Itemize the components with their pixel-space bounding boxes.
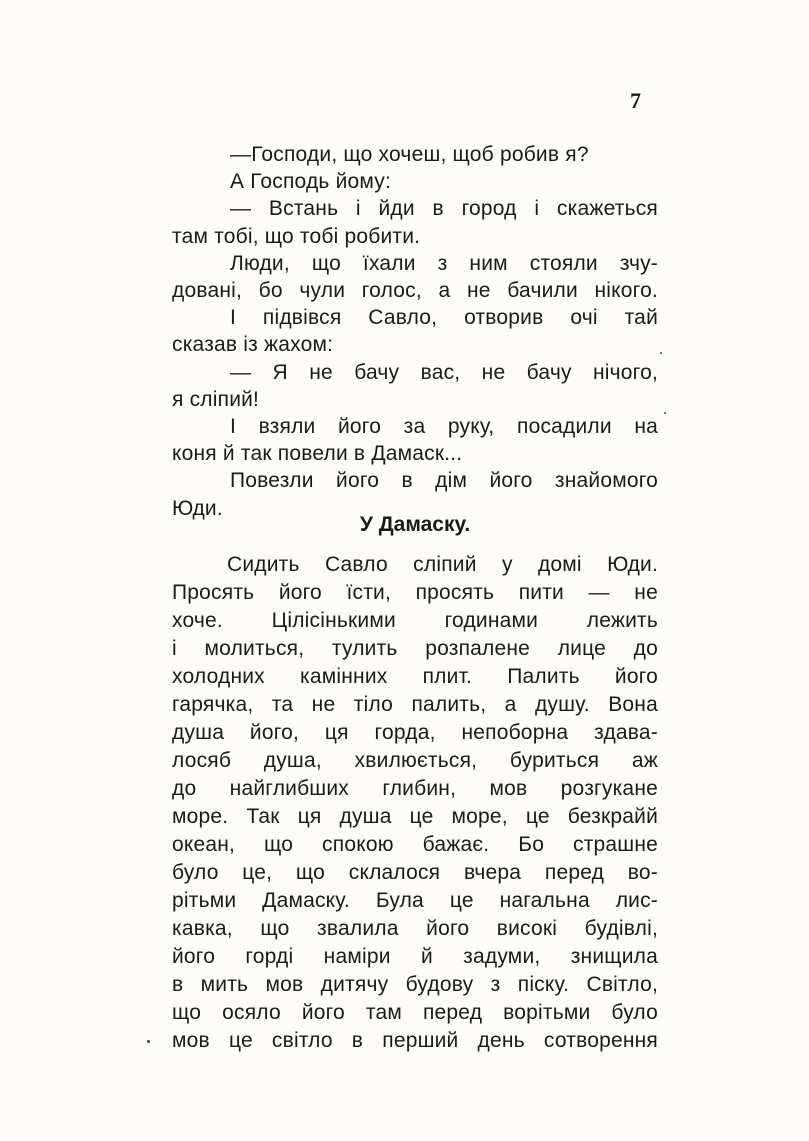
text-line <box>172 250 658 277</box>
text-line-content: — Встань і йди в город і скажеться <box>230 197 658 221</box>
text-line-content: океан, що спокою бажає. Бо страшне <box>172 833 658 856</box>
text-line-content: холодних камінних плит. Палить його <box>172 665 658 688</box>
text-line-content: я сліпий! <box>172 387 260 411</box>
text-line <box>172 579 658 607</box>
text-line <box>172 915 658 943</box>
text-line <box>172 331 658 358</box>
text-line-content: хоче. Цілісінькими годинами лежить <box>172 609 658 632</box>
text-line-content: —Господи, що хочеш, щоб робив я? <box>230 143 589 166</box>
text-line-content: І взяли його за руку, посадили на <box>230 415 658 439</box>
text-line-content: Сидить Савло сліпий у домі Юди. <box>227 553 658 576</box>
text-line-content: довані, бо чули голос, а не бачили нікого. <box>172 279 658 303</box>
text-line <box>172 943 658 971</box>
text-line <box>172 971 658 999</box>
text-line-content: його горді наміри й задуми, знищила <box>172 945 658 968</box>
text-line-content: лосяб душа, хвилюється, буриться аж <box>172 749 658 772</box>
text-line <box>172 803 658 831</box>
text-line <box>172 386 658 413</box>
text-line-content: кавка, що звалила його високі будівлі, <box>172 917 658 940</box>
text-block-top <box>172 141 658 522</box>
section-heading: У Дамаску. <box>359 513 471 536</box>
text-line <box>172 663 658 691</box>
text-line <box>172 831 658 859</box>
text-line <box>172 440 658 467</box>
text-line-content: Повезли його в дім його знайомого <box>230 469 658 493</box>
text-line-content: душа його, ця горда, непоборна здава- <box>172 721 658 744</box>
text-line-content: що осяло його там перед ворітьми було <box>172 1001 658 1024</box>
text-line-content: мов це світло в перший день сотворення <box>172 1029 658 1052</box>
text-line-content: Просять його їсти, просять пити — не <box>172 581 658 604</box>
text-line-content: А Господь йому: <box>230 170 392 194</box>
text-line <box>172 223 658 250</box>
page-number: 7 <box>630 88 641 113</box>
text-line <box>172 359 658 386</box>
text-line-content: — Я не бачу вас, не бачу нічого, <box>230 360 658 384</box>
text-line <box>172 747 658 775</box>
text-line <box>172 413 658 440</box>
text-line <box>172 999 658 1027</box>
text-line-content: було це, що склалося вчера перед во- <box>172 861 658 884</box>
text-line-content: рітьми Дамаску. Була це нагальна лис- <box>172 889 658 912</box>
text-block-body <box>172 551 658 1055</box>
scan-speck <box>664 412 666 414</box>
text-line-content: в мить мов дитячу будову з піску. Світло, <box>172 973 658 996</box>
text-line-content: Люди, що їхали з ним стояли зчу- <box>230 251 658 275</box>
text-line-content: до найглибших глибин, мов розгукане <box>172 777 658 800</box>
scan-speck <box>660 352 662 354</box>
text-line <box>172 775 658 803</box>
text-line <box>172 719 658 747</box>
text-line <box>172 859 658 887</box>
text-line <box>172 467 658 494</box>
text-line <box>172 304 658 331</box>
text-line <box>172 195 658 222</box>
text-line <box>172 691 658 719</box>
text-line <box>172 277 658 304</box>
scan-speck <box>147 1040 150 1043</box>
text-line-content: гарячка, та не тіло палить, а душу. Вона <box>172 693 658 716</box>
text-line <box>172 607 658 635</box>
text-line-content: І підвівся Савло, отворив очі тай <box>230 306 658 330</box>
text-line-content: коня й так повели в Дамаск... <box>172 442 463 466</box>
text-line-content: Юди. <box>172 496 223 520</box>
text-line <box>172 887 658 915</box>
text-line <box>172 168 658 195</box>
text-line-content: сказав із жахом: <box>172 333 334 357</box>
text-line <box>172 141 658 168</box>
text-line <box>172 635 658 663</box>
text-line-content: і молиться, тулить розпалене лице до <box>172 637 658 660</box>
text-line-content: там тобі, що тобі робити. <box>172 224 421 248</box>
text-line <box>172 1027 658 1055</box>
text-line <box>172 551 658 579</box>
text-line-content: море. Так ця душа це море, це безкрайй <box>172 805 658 828</box>
